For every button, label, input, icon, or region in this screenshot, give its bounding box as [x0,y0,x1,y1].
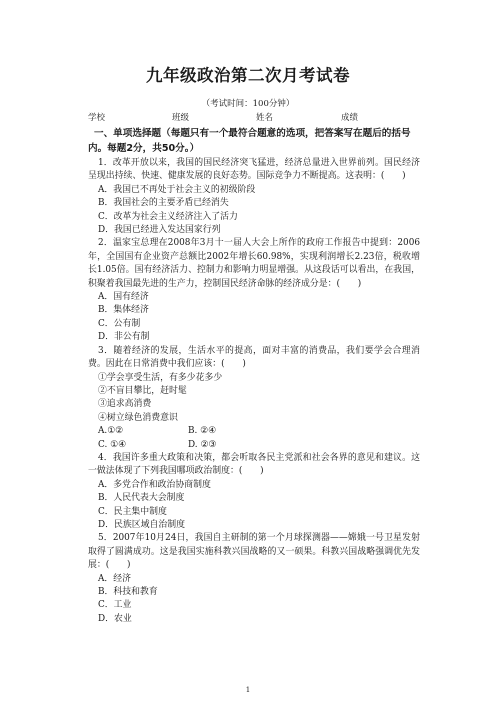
question-1-option-b: B．我国社会的主要矛盾已经消失 [98,198,229,209]
question-3-option-c: C. ①④ [98,439,127,450]
question-2-option-b: B．集体经济 [98,305,149,316]
question-3-stem: 3．随着经济的发展，生活水平的提高，面对丰富的消费品，我们要学会合理消费。因此在日常消费中我们应该：( ) [88,345,420,370]
question-4-option-b: B．人民代表大会制度 [98,493,185,504]
question-5-option-c: C．工业 [98,600,132,611]
question-4-stem: 4．我国许多重大政策和决策，都会听取各民主党派和社会各界的意见和建议。这一做法体现了下列我国哪项政治制度：( ) [88,452,420,477]
question-2-stem: 2．温家宝总理在2008年3月十一届人大会上所作的政府工作报告中提到：2006年，全国国有企业资产总额比2002年增长60.98%，实现利润增长2.23倍，税收增长1.05倍。国有经济活力、控制力和影响力明显增强。从这段话可以看出，在我国，积聚着我国最先进的生产力，控制国民经济命脉的经济成分是：( ) [88,238,420,289]
exam-time: （考试时间：100分钟） [201,99,295,109]
question-5-stem: 5．2007年10月24日，我国自主研制的第一个月球探测器——嫦娥一号卫星发射取得了圆满成功。这是我国实施科教兴国战略的又一硕果。科教兴国战略强调优先发展：( ) [88,533,420,571]
question-1-stem: 1．改革开放以来，我国的国民经济突飞猛进，经济总量进入世界前列。国民经济呈现出持续、快速、健康发展的良好态势。国际竞争力不断提高。这表明：( ) [88,158,420,182]
name-label: 姓名 [256,113,274,123]
question-3-option-a: A.①② [98,426,124,437]
question-5-option-d: D．农业 [98,613,132,624]
question-5-option-a: A．经济 [98,573,132,584]
question-3-options-row-1 [88,425,420,438]
question-2-option-d: D．非公有制 [98,332,150,343]
question-1-option-a: A．我国已不再处于社会主义的初级阶段 [98,184,256,195]
page-title: 九年级政治第二次月考试卷 [146,66,350,85]
question-1-option-c: C．改革为社会主义经济注入了活力 [98,211,238,222]
questions [88,157,420,626]
question-3-options-row-2 [88,439,420,452]
question-3-item-2: ②不盲目攀比，赶时髦 [98,385,187,396]
question-1-option-d: D．我国已经进入发达国家行列 [98,225,221,236]
question-2-option-a: A．国有经济 [98,292,149,303]
question-3-option-d: D. ②③ [188,439,217,450]
question-4-option-c: C．民主集中制度 [98,506,167,517]
question-4-option-a: A．多党合作和政治协商制度 [98,479,211,490]
class-label: 班级 [172,113,190,123]
question-3-option-b: B. ②④ [188,426,217,437]
school-label: 学校 [88,113,106,123]
section-heading: 一、单项选择题（每题只有一个最符合题意的选项，把答案写在题后的括号内。每题2分，共50分。） [88,128,411,154]
question-3-item-3: ③追求高消费 [98,399,152,410]
page-number: 1 [245,686,251,694]
score-label: 成绩 [341,113,359,123]
question-5-option-b: B．科技和教育 [98,587,158,597]
question-4-option-d: D．民族区域自治制度 [98,519,185,530]
question-2-option-c: C．公有制 [98,318,141,329]
question-3-item-1: ①学会享受生活，有多少花多少 [98,372,223,383]
question-3-item-4: ④树立绿色消费意识 [98,412,178,423]
